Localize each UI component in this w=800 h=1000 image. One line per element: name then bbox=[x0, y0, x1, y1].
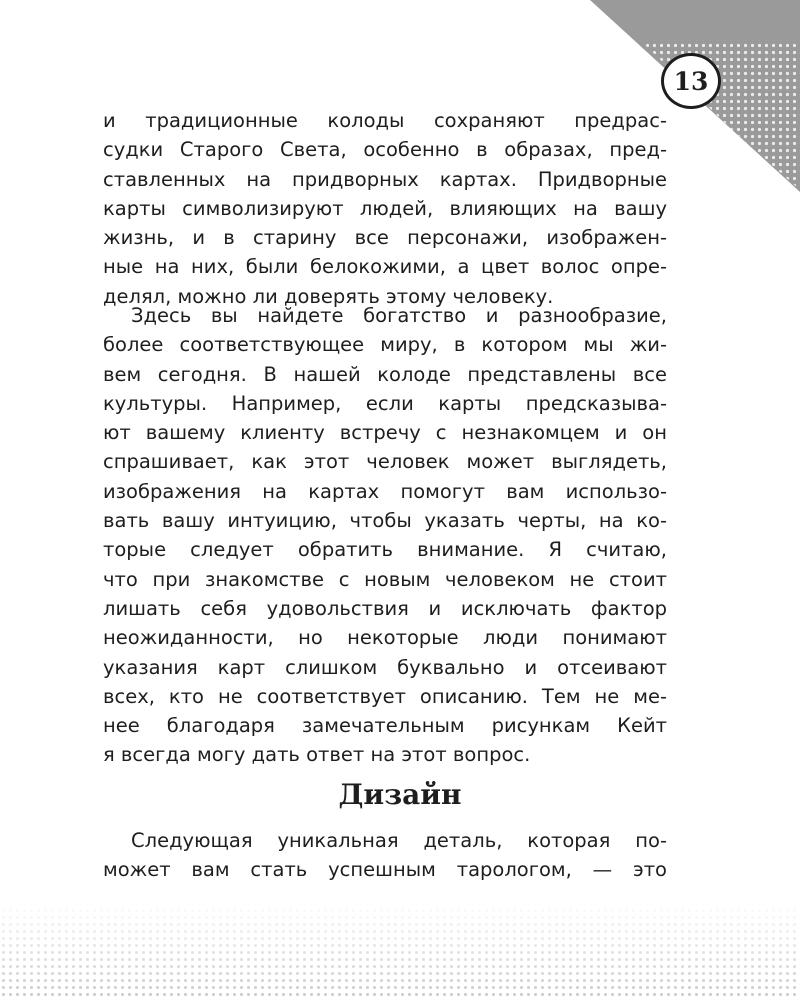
text-line: спрашивает, как этот человек может выглядеть, bbox=[103, 450, 667, 474]
text-line: ные на них, были белокожими, а цвет волос опре- bbox=[103, 255, 667, 279]
text-line: что при знакомстве с новым человеком не стоит bbox=[103, 567, 667, 591]
text-line: вем сегодня. В нашей колоде представлены все bbox=[103, 362, 667, 386]
text-line: ют вашему клиенту встречу с незнакомцем и он bbox=[103, 421, 667, 445]
paragraph-1 bbox=[103, 106, 667, 311]
text-line: и традиционные колоды сохраняют предрас- bbox=[103, 109, 667, 132]
paragraph-2 bbox=[103, 301, 667, 770]
page-number: 13 bbox=[661, 53, 721, 109]
text-line: торые следует обратить внимание. Я считаю, bbox=[103, 538, 667, 562]
text-line: всех, кто не соответствует описанию. Тем не ме- bbox=[103, 684, 667, 708]
paragraph-3 bbox=[103, 826, 667, 885]
text-line: вать вашу интуицию, чтобы указать черты, на ко- bbox=[103, 509, 667, 533]
text-line: жизнь, и в старину все персонажи, изображен- bbox=[103, 226, 667, 250]
text-line: указания карт слишком буквально и отсеивают bbox=[103, 655, 667, 679]
text-line: культуры. Например, если карты предсказыва- bbox=[103, 391, 667, 415]
text-line: Следующая уникальная деталь, которая по- bbox=[131, 829, 667, 852]
text-line: ставленных на придворных картах. Придворные bbox=[103, 167, 667, 191]
text-line: карты символизируют людей, влияющих на вашу bbox=[103, 196, 667, 220]
text-line: делял, можно ли доверять этому человеку. bbox=[103, 284, 554, 308]
text-line: более соответствующее миру, в котором мы жи- bbox=[103, 333, 667, 357]
text-line: Здесь вы найдете богатство и разнообразие, bbox=[131, 304, 667, 327]
text-line: нее благодаря замечательным рисункам Кейт bbox=[103, 714, 667, 738]
text-line: неожиданности, но некоторые люди понимают bbox=[103, 626, 667, 650]
bottom-halftone-decoration bbox=[0, 900, 800, 1000]
text-line: изображения на картах помогут вам использо- bbox=[103, 479, 667, 503]
text-line: может вам стать успешным тарологом, — это bbox=[103, 858, 667, 882]
section-heading: Дизайн bbox=[338, 778, 462, 811]
text-line: лишать себя удовольствия и исключать фактор bbox=[103, 596, 667, 620]
text-line: судки Старого Света, особенно в образах, пред- bbox=[103, 138, 667, 162]
text-line: я всегда могу дать ответ на этот вопрос. bbox=[103, 743, 531, 767]
